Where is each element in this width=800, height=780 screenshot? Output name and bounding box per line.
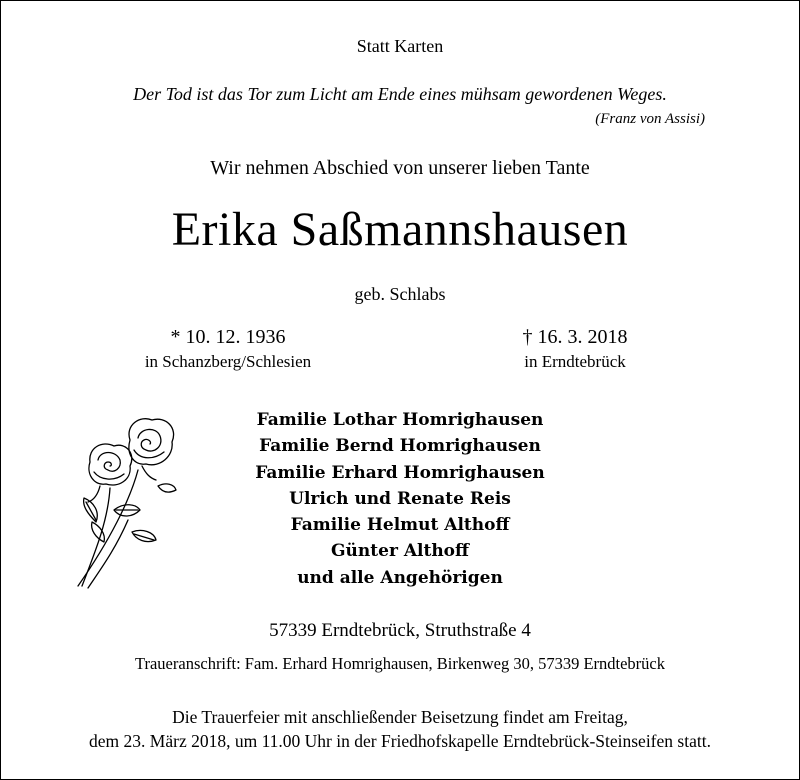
header-text: Statt Karten <box>356 36 444 56</box>
mourner-line: Familie Helmut Althoff <box>290 515 510 536</box>
mourner-line: Familie Lothar Homrighausen <box>256 410 544 430</box>
death-date: † 16. 3. 2018 <box>522 326 628 348</box>
maiden-name: geb. Schlabs <box>354 284 446 304</box>
birth-place: in Schanzberg/Schlesien <box>144 352 312 371</box>
death-block <box>455 326 695 372</box>
mourner-line: und alle Angehörigen <box>297 567 503 588</box>
mourner-line: Günter Althoff <box>331 541 469 562</box>
home-address: 57339 Erndtebrück, Struthstraße 4 <box>269 620 531 641</box>
mourners-list <box>0 407 800 591</box>
mourning-address: Traueranschrift: Fam. Erhard Homrighausen, Birkenweg 30, 57339 Erndtebrück <box>134 654 665 673</box>
intro-text: Wir nehmen Abschied von unserer lieben Tante <box>210 157 590 179</box>
deceased-name: Erika Saßmannshausen <box>171 203 629 256</box>
quote-author: (Franz von Assisi) <box>595 111 705 127</box>
death-place: in Erndtebrück <box>524 352 626 371</box>
birth-date: * 10. 12. 1936 <box>170 326 286 348</box>
service-line-1: Die Trauerfeier mit anschließender Beisetzung findet am Freitag, <box>172 707 628 727</box>
service-line-2: dem 23. März 2018, um 11.00 Uhr in der Friedhofskapelle Erndtebrück-Steinseifen statt. <box>89 731 711 751</box>
mourner-line: Familie Bernd Homrighausen <box>259 436 541 457</box>
mourner-line: Ulrich und Renate Reis <box>289 488 511 509</box>
quote-text: Der Tod ist das Tor zum Licht am Ende eines mühsam gewordenen Weges. <box>133 84 667 104</box>
service-info <box>0 705 800 753</box>
mourner-line: Familie Erhard Homrighausen <box>255 462 545 483</box>
birth-block <box>108 326 348 372</box>
